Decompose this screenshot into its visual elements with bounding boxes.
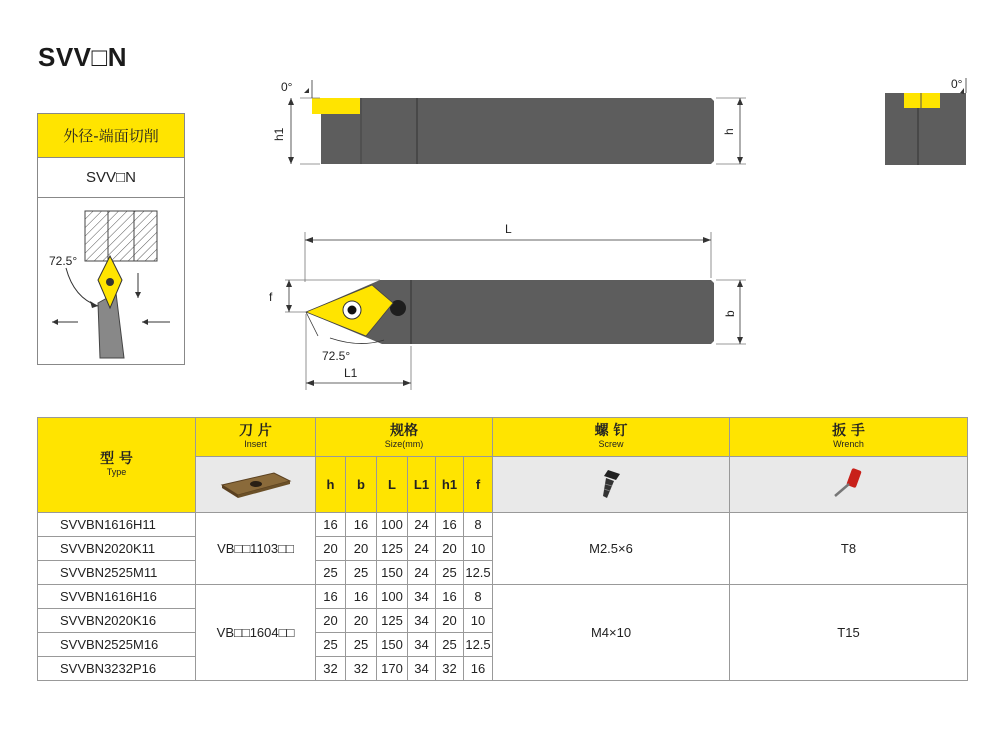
table-row: SVVBN2020K11 20 20 125 24 20 10	[38, 537, 968, 561]
wrench-image-cell	[730, 457, 968, 513]
dim-header-L1: L1	[408, 457, 436, 513]
header-type: 型 号 Type	[38, 418, 196, 513]
application-angle: 72.5°	[49, 254, 78, 268]
screw-group1: M2.5×6	[493, 513, 730, 585]
dim-header-L: L	[377, 457, 408, 513]
table-row: SVVBN2525M11 25 25 150 24 25 12.5	[38, 561, 968, 585]
table-row: SVVBN1616H11 VB□□1103□□ 16 16 100 24 16 8 M2.5×6 T8	[38, 513, 968, 537]
page-title: SVV□N	[38, 42, 128, 72]
dim-header-b: b	[346, 457, 377, 513]
screw-group2: M4×10	[493, 585, 730, 681]
angle-plan-label: 72.5°	[322, 349, 351, 363]
dim-h-label: h	[722, 128, 736, 135]
dim-b-label: b	[723, 310, 737, 317]
header-insert: 刀 片 Insert	[196, 418, 316, 457]
header-size: 规格 Size(mm)	[316, 418, 493, 457]
insert-icon	[216, 465, 296, 501]
table-row: SVVBN3232P16 32 32 170 34 32 16	[38, 657, 968, 681]
dim-header-h: h	[316, 457, 346, 513]
table-row: SVVBN2525M16 25 25 150 34 25 12.5	[38, 633, 968, 657]
dim-header-h1: h1	[436, 457, 464, 513]
wrench-group2: T15	[730, 585, 968, 681]
angle-end-label: 0°	[951, 77, 963, 91]
dim-header-f: f	[464, 457, 493, 513]
dim-h1-label: h1	[272, 127, 286, 141]
screw-icon	[596, 466, 626, 500]
insert-group2: VB□□1604□□	[196, 585, 316, 681]
insert-group1: VB□□1103□□	[196, 513, 316, 585]
screw-image-cell	[493, 457, 730, 513]
plan-view-body	[411, 280, 711, 344]
spec-table	[37, 417, 968, 681]
dim-f-label: f	[269, 290, 273, 304]
dim-L-label: L	[505, 222, 512, 236]
side-view-body	[321, 98, 711, 164]
wrench-icon	[829, 466, 869, 500]
end-view-insert	[904, 93, 940, 108]
table-row: SVVBN1616H16 VB□□1604□□ 16 16 100 34 16 8 M4×10 T15	[38, 585, 968, 609]
application-header: 外径-端面切削	[38, 114, 184, 158]
wrench-group1: T8	[730, 513, 968, 585]
insert-image-cell	[196, 457, 316, 513]
table-row: SVVBN2020K16 20 20 125 34 20 10	[38, 609, 968, 633]
header-screw: 螺 钉 Screw	[493, 418, 730, 457]
angle-top-label: 0°	[281, 80, 293, 94]
dim-L1-label: L1	[344, 366, 358, 380]
header-wrench: 扳 手 Wrench	[730, 418, 968, 457]
side-view-insert	[312, 98, 360, 114]
application-code: SVV□N	[38, 158, 184, 198]
